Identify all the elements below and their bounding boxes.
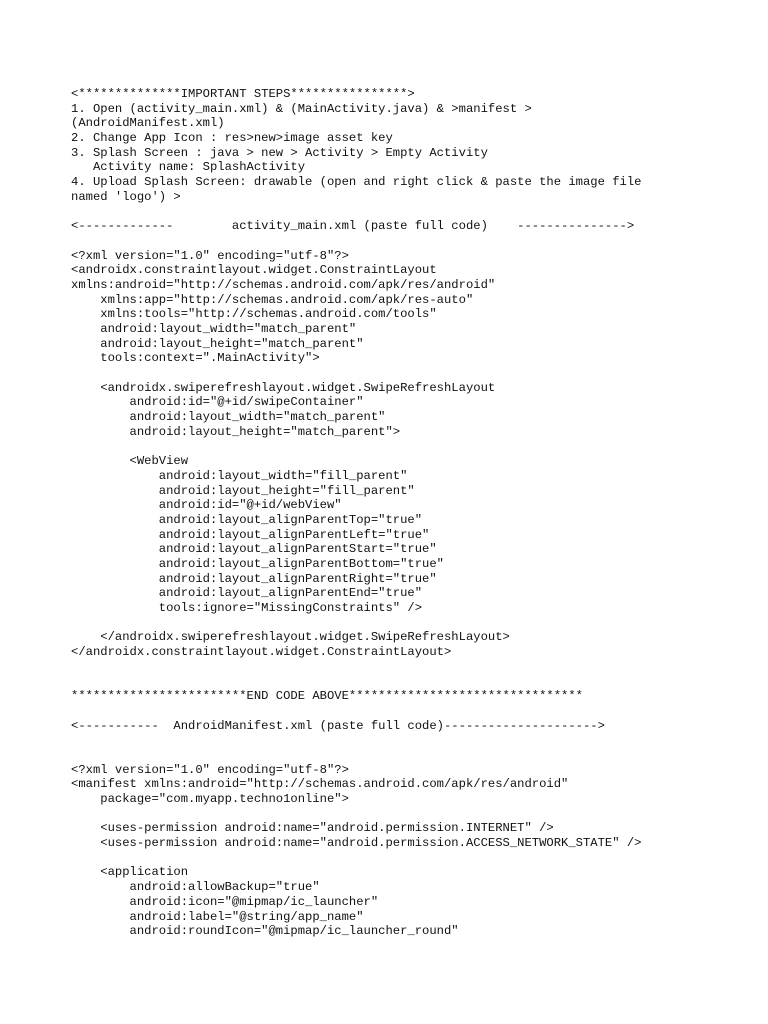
document-line: package="com.myapp.techno1online"> (71, 792, 349, 806)
document-line: <WebView (71, 454, 189, 469)
blank-line (71, 616, 751, 631)
document-line: named 'logo') > (71, 189, 181, 204)
blank-line (71, 851, 751, 866)
document-line: android:layout_alignParentBottom="true" (71, 557, 444, 571)
document-line: ************************END CODE ABOVE******************************** (71, 689, 583, 704)
blank-line (71, 440, 751, 455)
document-line: <**************IMPORTANT STEPS****************> (71, 87, 415, 101)
document-line: android:id="@+id/swipeContainer" (71, 395, 364, 410)
document-line: xmlns:android="http://schemas.android.com/apk/res/android" (71, 277, 496, 292)
document-line: (AndroidManifest.xml) (71, 116, 225, 131)
document-line: android:id="@+id/webView" (71, 498, 342, 513)
document-line: xmlns:tools="http://schemas.android.com/tools" (71, 307, 437, 322)
document-line: <?xml version="1.0" encoding="utf-8"?> (71, 762, 349, 777)
document-line: android:layout_width="match_parent" (71, 322, 357, 336)
document-line: 2. Change App Icon : res>new>image asset key (71, 131, 393, 146)
document-line: tools:ignore="MissingConstraints" /> (71, 601, 423, 616)
document-line: android:icon="@mipmap/ic_launcher" (71, 894, 379, 909)
blank-line (71, 704, 751, 719)
document-line: android:layout_height="fill_parent" (71, 483, 415, 498)
document-line: <uses-permission android:name="android.permission.ACCESS_NETWORK_STATE" /> (71, 836, 642, 851)
document-line: </androidx.swiperefreshlayout.widget.SwipeRefreshLayout> (71, 630, 510, 645)
blank-line (71, 748, 751, 763)
document-line: <?xml version="1.0" encoding="utf-8"?> (71, 248, 349, 263)
document-line: <------------- activity_main.xml (paste full code) ---------------> (71, 219, 635, 234)
document-line: android:layout_alignParentEnd="true" (71, 586, 423, 601)
document-line: <uses-permission android:name="android.permission.INTERNET" /> (71, 821, 554, 836)
document-line: <application (71, 865, 189, 880)
document-line: android:layout_height="match_parent" (71, 336, 364, 351)
document-line: </androidx.constraintlayout.widget.ConstraintLayout> (71, 645, 452, 660)
document-line: android:roundIcon="@mipmap/ic_launcher_round" (71, 924, 459, 939)
document-line: android:layout_width="match_parent" (71, 410, 386, 425)
blank-line (71, 807, 751, 822)
blank-line (71, 366, 751, 381)
document-line: tools:context=".MainActivity"> (71, 351, 320, 366)
blank-line (71, 205, 751, 220)
document-line: android:layout_height="match_parent"> (71, 424, 401, 439)
document-line: <----------- AndroidManifest.xml (paste full code)---------------------> (71, 718, 605, 733)
document-line: android:layout_alignParentLeft="true" (71, 527, 430, 542)
blank-line (71, 234, 751, 249)
document-line: android:allowBackup="true" (71, 880, 320, 895)
document-line: 4. Upload Splash Screen: drawable (open and right click & paste the image file (71, 175, 642, 190)
document-line: Activity name: SplashActivity (71, 160, 306, 175)
document-line: android:layout_alignParentTop="true" (71, 512, 423, 527)
document-line: <manifest xmlns:android="http://schemas.android.com/apk/res/android" (71, 777, 569, 792)
document-line: <androidx.constraintlayout.widget.ConstraintLayout (71, 263, 437, 278)
blank-line (71, 660, 751, 675)
document-line: android:layout_width="fill_parent" (71, 468, 408, 483)
document-text (71, 87, 751, 939)
document-line: <androidx.swiperefreshlayout.widget.SwipeRefreshLayout (71, 380, 496, 395)
document-line: android:layout_alignParentRight="true" (71, 571, 437, 586)
document-line: xmlns:app="http://schemas.android.com/apk/res-auto" (71, 292, 474, 307)
document-line: 1. Open (activity_main.xml) & (MainActivity.java) & >manifest > (71, 101, 532, 116)
blank-line (71, 733, 751, 748)
document-line: 3. Splash Screen : java > new > Activity > Empty Activity (71, 145, 488, 160)
document-line: android:label="@string/app_name" (71, 909, 364, 924)
blank-line (71, 675, 751, 690)
document-line: android:layout_alignParentStart="true" (71, 542, 437, 557)
